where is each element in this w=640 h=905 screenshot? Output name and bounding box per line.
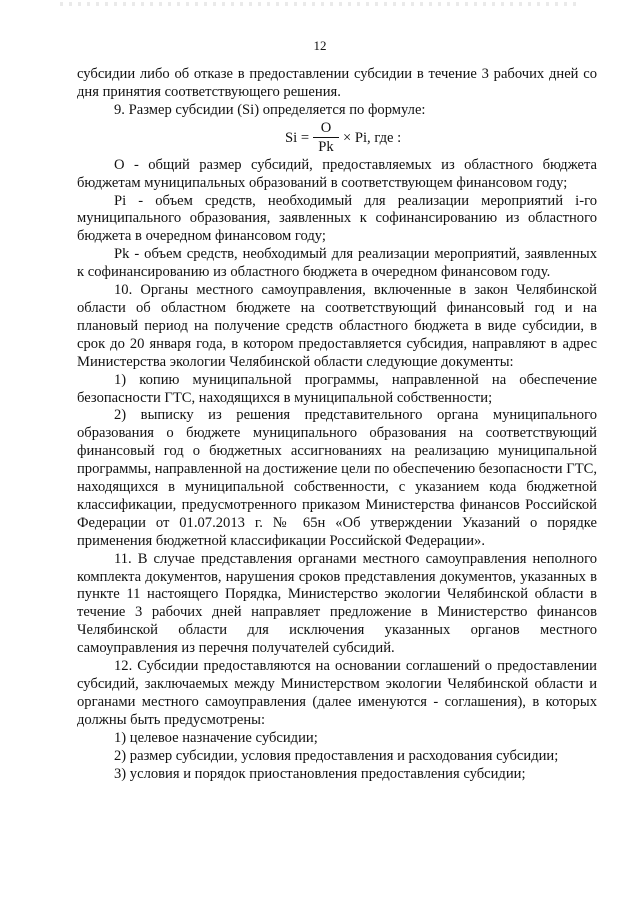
list-item-10-1: 1) копию муниципальной программы, направленной на обеспечение безопасности ГТС, находящихся в муниципальной собственности;	[77, 371, 597, 406]
paragraph-11: 11. В случае представления органами местного самоуправления неполного комплекта документов, нарушения сроков представления документов, указанных в пункте 11 настоящего Порядка, Министерство экологии Челябинской области в течение 3 рабочих дней направляет предложение в Министерство финансов Челябинской области для исключения указанных органов местного самоуправления из перечня получателей субсидий.	[77, 550, 597, 657]
formula-fraction	[313, 120, 339, 155]
formula-numerator: O	[320, 119, 332, 136]
scan-artifact	[60, 2, 580, 6]
paragraph-9: 9. Размер субсидии (Si) определяется по формуле:	[114, 101, 426, 118]
formula-rhs: × Pi, где :	[343, 129, 402, 146]
definition-pk: Pk - объем средств, необходимый для реализации мероприятий, заявленных к софинансированию из областного бюджета в очередном финансовом году.	[77, 246, 597, 281]
list-item-12-3: 3) условия и порядок приостановления предоставления субсидии;	[114, 765, 526, 782]
list-item-12-2: 2) размер субсидии, условия предоставления и расходования субсидии;	[114, 747, 559, 764]
definition-o: O - общий размер субсидий, предоставляемых из областного бюджета бюджетам муниципальных образований в соответствующем финансовом году;	[77, 156, 597, 191]
fraction-bar	[313, 137, 339, 138]
paragraph-12: 12. Субсидии предоставляются на основании соглашений о предоставлении субсидий, заключаемых между Министерством экологии Челябинской области и органами местного самоуправления (далее именуются - соглашения), в которых должны быть предусмотрены:	[77, 658, 597, 728]
page-number: 12	[313, 38, 327, 53]
list-item-12-1: 1) целевое назначение субсидии;	[114, 729, 318, 746]
subsidy-formula	[77, 120, 597, 157]
paragraph-10: 10. Органы местного самоуправления, включенные в закон Челябинской области об областном бюджете на соответствующий финансовый год и на плановый период на получение средств областного бюджета в виде субсидии, в срок до 20 января года, в котором предоставляется субсидия, направляют в адрес Министерства экологии Челябинской области следующие документы:	[77, 282, 597, 370]
formula-lhs: Si =	[285, 129, 310, 146]
document-body	[77, 66, 597, 783]
formula-denominator: Pk	[318, 138, 334, 155]
list-item-10-2: 2) выписку из решения представительного органа муниципального образования о бюджете муниципального образования на соответствующий финансовый год о бюджетных ассигнованиях на реализацию муниципальной программы, направленной на достижение цели по обеспечению безопасности ГТС, находящихся в муниципальной собственности, с указанием кода бюджетной классификации, предусмотренного приказом Министерства финансов Российской Федерации от 01.07.2013 г. № 65н «Об утверждении Указаний о порядке применения бюджетной классификации Российской Федерации».	[77, 407, 597, 549]
definition-pi: Pi - объем средств, необходимый для реализации мероприятий i-го муниципального образования, заявленных к софинансированию из областного бюджета в очередном финансовом году;	[77, 192, 597, 245]
paragraph-continuation: субсидии либо об отказе в предоставлении субсидии в течение 3 рабочих дней со дня принятия соответствующего решения.	[77, 66, 597, 100]
